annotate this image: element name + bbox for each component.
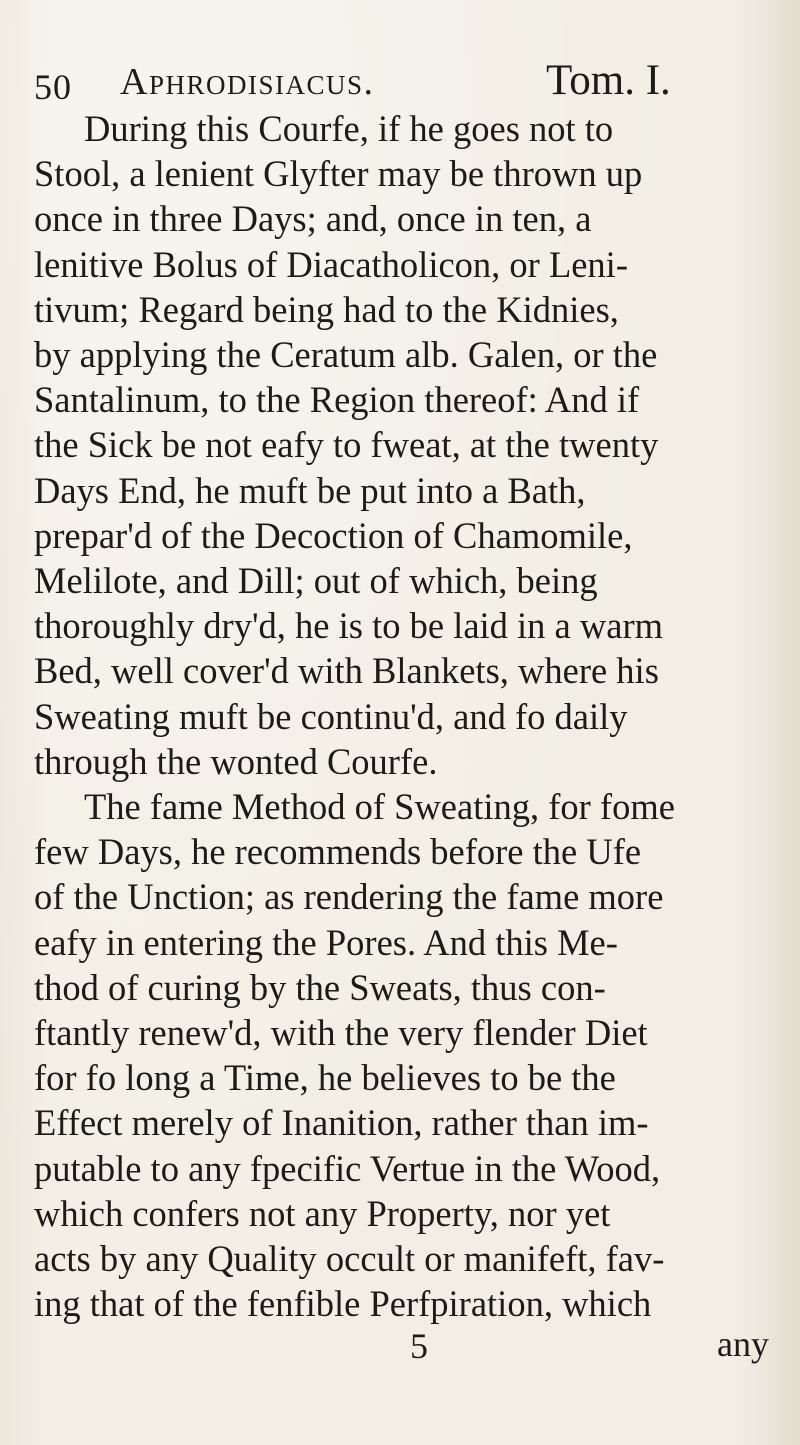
text-line: ftantly renew'd, with the very flender Diet: [34, 1012, 648, 1054]
text-line: The fame Method of Sweating, for fome: [84, 786, 675, 828]
text-line: of the Unction; as rendering the fame more: [34, 876, 664, 918]
text-line: Sweating muft be continu'd, and fo daily: [34, 695, 628, 737]
text-line: acts by any Quality occult or manifeft, fav-: [34, 1238, 665, 1280]
text-line: Stool, a lenient Glyfter may be thrown up: [34, 153, 643, 195]
text-line: which confers not any Property, nor yet: [34, 1192, 611, 1234]
text-line: eafy in entering the Pores. And this Me-: [34, 921, 618, 963]
text-line: Effect merely of Inanition, rather than im-: [34, 1102, 649, 1144]
volume-label: Tom. I.: [546, 57, 671, 104]
text-line: once in three Days; and, once in ten, a: [34, 198, 592, 240]
text-line: thod of curing by the Sweats, thus con-: [34, 966, 606, 1008]
text-line: thoroughly dry'd, he is to be laid in a warm: [34, 605, 663, 647]
body-text: [34, 106, 779, 1371]
text-line: through the wonted Courfe.: [34, 740, 438, 782]
text-line: prepar'd of the Decoction of Chamomile,: [34, 514, 633, 556]
text-line: for fo long a Time, he believes to be the: [34, 1057, 616, 1099]
text-line: putable to any fpecific Vertue in the Wood,: [34, 1147, 661, 1189]
running-title: Aphrodisiacus.: [120, 61, 375, 103]
page-number: 50: [34, 67, 72, 107]
page-footer: [34, 1326, 779, 1371]
text-line: few Days, he recommends before the Ufe: [34, 831, 642, 873]
text-line: lenitive Bolus of Diacatholicon, or Leni-: [34, 243, 628, 285]
text-line: tivum; Regard being had to the Kidnies,: [34, 288, 619, 330]
text-line: ing that of the fenfible Perfpiration, which: [34, 1283, 652, 1325]
signature-mark: 5: [410, 1326, 428, 1367]
text-line: Santalinum, to the Region thereof: And if: [34, 379, 640, 421]
text-line: by applying the Ceratum alb. Galen, or the: [34, 334, 658, 376]
text-line: During this Courfe, if he goes not to: [84, 108, 614, 149]
text-line: Melilote, and Dill; out of which, being: [34, 560, 598, 602]
text-line: Days End, he muft be put into a Bath,: [34, 469, 586, 511]
page-header: [34, 56, 778, 106]
text-line: the Sick be not eafy to fweat, at the twenty: [34, 424, 659, 466]
text-line: Bed, well cover'd with Blankets, where his: [34, 650, 659, 692]
catchword: any: [717, 1324, 769, 1365]
